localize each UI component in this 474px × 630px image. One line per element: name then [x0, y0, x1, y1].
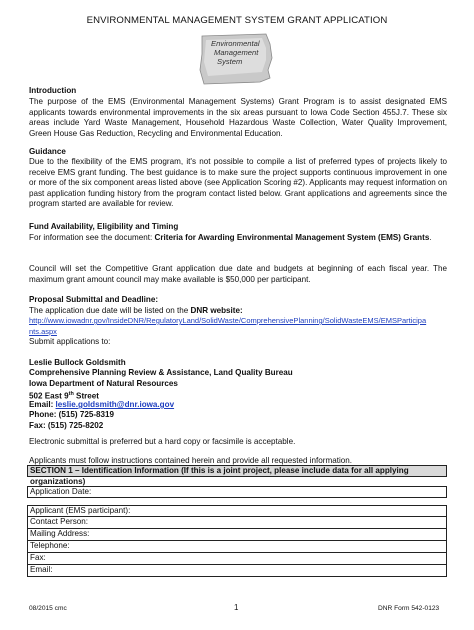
due-date-suffix: : [240, 306, 243, 315]
mailing-address-field[interactable]: Mailing Address: [27, 529, 447, 541]
criteria-document-title: Criteria for Awarding Environmental Management System (EMS) Grants [154, 233, 430, 242]
form-number: DNR Form 542-0123 [378, 605, 440, 612]
application-date-field[interactable]: Application Date: [27, 486, 447, 498]
telephone-field[interactable]: Telephone: [27, 541, 447, 553]
email-field[interactable]: Email: [27, 565, 447, 577]
contact-fax: Fax: (515) 725-8202 [29, 421, 104, 430]
dnr-url-line2[interactable]: nts.aspx [29, 326, 57, 336]
street-suffix: th [68, 391, 74, 397]
contact-bureau: Comprehensive Planning Review & Assistance, Land Quality Bureau [29, 368, 293, 377]
email-link[interactable]: leslie.goldsmith@dnr.iowa.gov [55, 400, 175, 409]
footer-date: 08/2015 cmc [29, 605, 67, 612]
dnr-url-line1[interactable]: http://www.iowadnr.gov/InsideDNR/RegulatoryLand/SolidWaste/ComprehensivePlanning/SolidWasteEMS/EMSParticipa [29, 316, 427, 325]
ems-logo [196, 30, 276, 92]
guidance-heading: Guidance [29, 147, 66, 156]
council-text: Council will set the Competitive Grant application due date and budgets at beginning of each fiscal year. The maximum grant amount council may make available is $50,000 per participant. [29, 264, 447, 284]
section1-header: SECTION 1 – Identification Information (If this is a joint project, please include data for all applying organizations) [27, 465, 447, 477]
funding-text-suffix: . [429, 233, 432, 242]
page-number: 1 [234, 603, 239, 612]
contact-email [29, 400, 447, 411]
contact-phone: Phone: (515) 725-8319 [29, 410, 115, 419]
intro-text: The purpose of the EMS (Environmental Management Systems) Grant Program is to assist designated EMS applicants towards environmental improvements in the six areas pursuant to Iowa Code Section 455J.7. These six areas include Yard Waste Management, Household Hazardous Waste Collection, Water Quality Improvement, Green House Gas Reduction, Recycling and Environmental Education. [29, 97, 447, 138]
funding-heading: Fund Availability, Eligibility and Timing [29, 222, 179, 231]
street-number: 502 East 9 [29, 391, 69, 401]
logo-text-management: Management [214, 48, 259, 57]
contact-name: Leslie Bullock Goldsmith [29, 358, 126, 367]
dnr-website-label: DNR website [190, 306, 241, 315]
dnr-url-link[interactable] [29, 316, 447, 337]
logo-text-system: System [217, 57, 243, 66]
page-title: ENVIRONMENTAL MANAGEMENT SYSTEM GRANT APPLICATION [86, 15, 388, 26]
due-date-prefix: The application due date will be listed on the [29, 306, 191, 315]
instructions-note: Applicants must follow instructions contained herein and provide all requested information. [29, 456, 353, 465]
email-label: Email: [29, 400, 56, 409]
funding-text-prefix: For information see the document: [29, 233, 155, 242]
guidance-text: Due to the flexibility of the EMS program, it's not possible to compile a list of preferred types of projects likely to receive EMS grant funding. The best guidance is to make sure the project supports continuous improvement in one or more of the six component areas listed above (see Application Scoring #2). Applicants may request information on past application funding history from the program contact listed below. Grant applications and agreements since the program started are available for review. [29, 157, 447, 209]
funding-text [29, 233, 447, 244]
proposal-heading: Proposal Submittal and Deadline: [29, 295, 159, 304]
contact-department: Iowa Department of Natural Resources [29, 379, 178, 388]
street-name: Street [73, 391, 100, 401]
fax-field[interactable]: Fax: [27, 553, 447, 565]
electronic-submittal-note: Electronic submittal is preferred but a hard copy or facsimile is acceptable. [29, 437, 296, 446]
intro-heading: Introduction [29, 86, 77, 95]
submit-to-label: Submit applications to: [29, 337, 111, 346]
logo-text-environmental: Environmental [211, 39, 260, 48]
contact-person-field[interactable]: Contact Person: [27, 517, 447, 529]
applicant-field[interactable]: Applicant (EMS participant): [27, 505, 447, 517]
due-date-text [29, 306, 447, 317]
